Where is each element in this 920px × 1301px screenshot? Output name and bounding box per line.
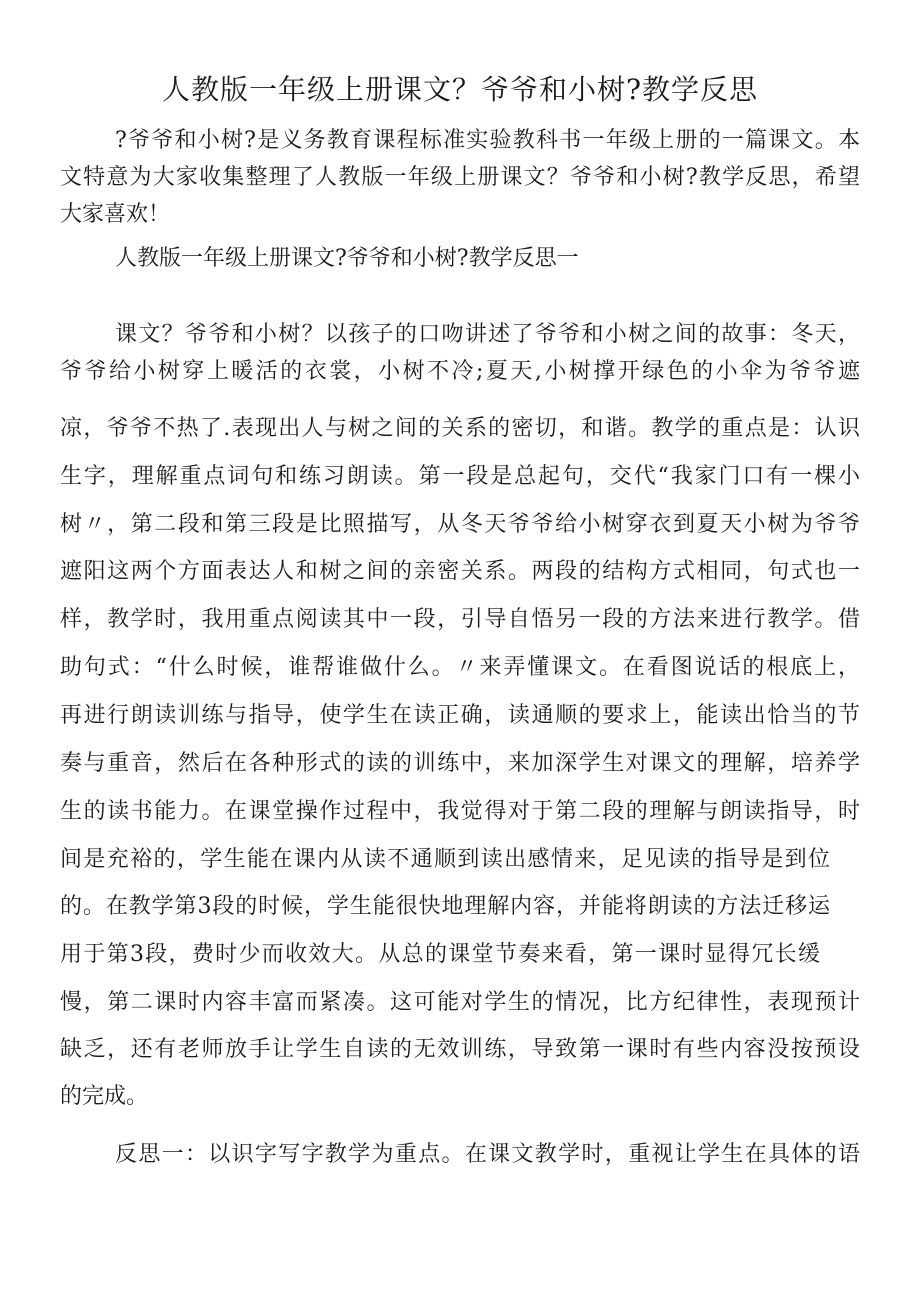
body-line: 再进行朗读训练与指导，使学生在读正确，读通顺的要求上，能读出恰当的节 bbox=[60, 703, 860, 728]
body-line: 树〃，第二段和第三段是比照描写，从冬天爷爷给小树穿衣到夏天小树为爷爷 bbox=[60, 512, 860, 537]
intro-line: 文特意为大家收集整理了人教版一年级上册课文？爷爷和小树?教学反思，希望 bbox=[60, 165, 860, 190]
body-line: 凉，爷爷不热了.表现出人与树之间的关系的密切，和谐。教学的重点是：认识 bbox=[60, 416, 860, 441]
body-line: 样，教学时，我用重点阅读其中一段，引导自悟另一段的方法来进行教学。借 bbox=[60, 607, 860, 632]
intro-line: ?爷爷和小树?是义务教育课程标准实验教科书一年级上册的一篇课文。本 bbox=[115, 128, 860, 153]
section-heading: 人教版一年级上册课文?爷爷和小树?教学反思一 bbox=[115, 246, 579, 271]
body-line: 间是充裕的，学生能在课内从读不通顺到读出感情来，足见读的指导是到位 bbox=[60, 847, 830, 872]
body-line: 课文？爷爷和小树？以孩子的口吻讲述了爷爷和小树之间的故事：冬天， bbox=[115, 322, 860, 347]
body-line: 的完成。 bbox=[60, 1084, 149, 1109]
intro-line: 大家喜欢！ bbox=[60, 202, 171, 227]
body-line: 生字，理解重点词句和练习朗读。第一段是总起句，交代“我家门口有一棵小 bbox=[60, 464, 860, 489]
document-title: 人教版一年级上册课文？爷爷和小树?教学反思 bbox=[161, 73, 758, 106]
body-line: 用于第3段，费时少而收效大。从总的课堂节奏来看，第一课时显得冗长缓 bbox=[60, 942, 820, 967]
body-line: 的。在教学第3段的时候，学生能很快地理解内容，并能将朗读的方法迁移运 bbox=[60, 894, 830, 919]
body-line: 遮阳这两个方面表达人和树之间的亲密关系。两段的结构方式相同，句式也一 bbox=[60, 559, 860, 584]
body-line: 助句式：“什么时候，谁帮谁做什么。〃来弄懂课文。在看图说话的根底上， bbox=[60, 655, 860, 680]
body-line: 奏与重音，然后在各种形式的读的训练中，来加深学生对课文的理解，培养学 bbox=[60, 751, 860, 776]
body-line: 生的读书能力。在课堂操作过程中，我觉得对于第二段的理解与朗读指导，时 bbox=[60, 799, 860, 824]
reflection-line: 反思一：以识字写字教学为重点。在课文教学时，重视让学生在具体的语 bbox=[115, 1142, 860, 1167]
body-line: 慢，第二课时内容丰富而紧凑。这可能对学生的情况，比方纪律性，表现预计 bbox=[60, 990, 860, 1015]
body-line: 爷爷给小树穿上暖活的衣裳，小树不冷;夏天,小树撑开绿色的小伞为爷爷遮 bbox=[60, 359, 860, 384]
body-line: 缺乏，还有老师放手让学生自读的无效训练，导致第一课时有些内容没按预设 bbox=[60, 1037, 860, 1062]
